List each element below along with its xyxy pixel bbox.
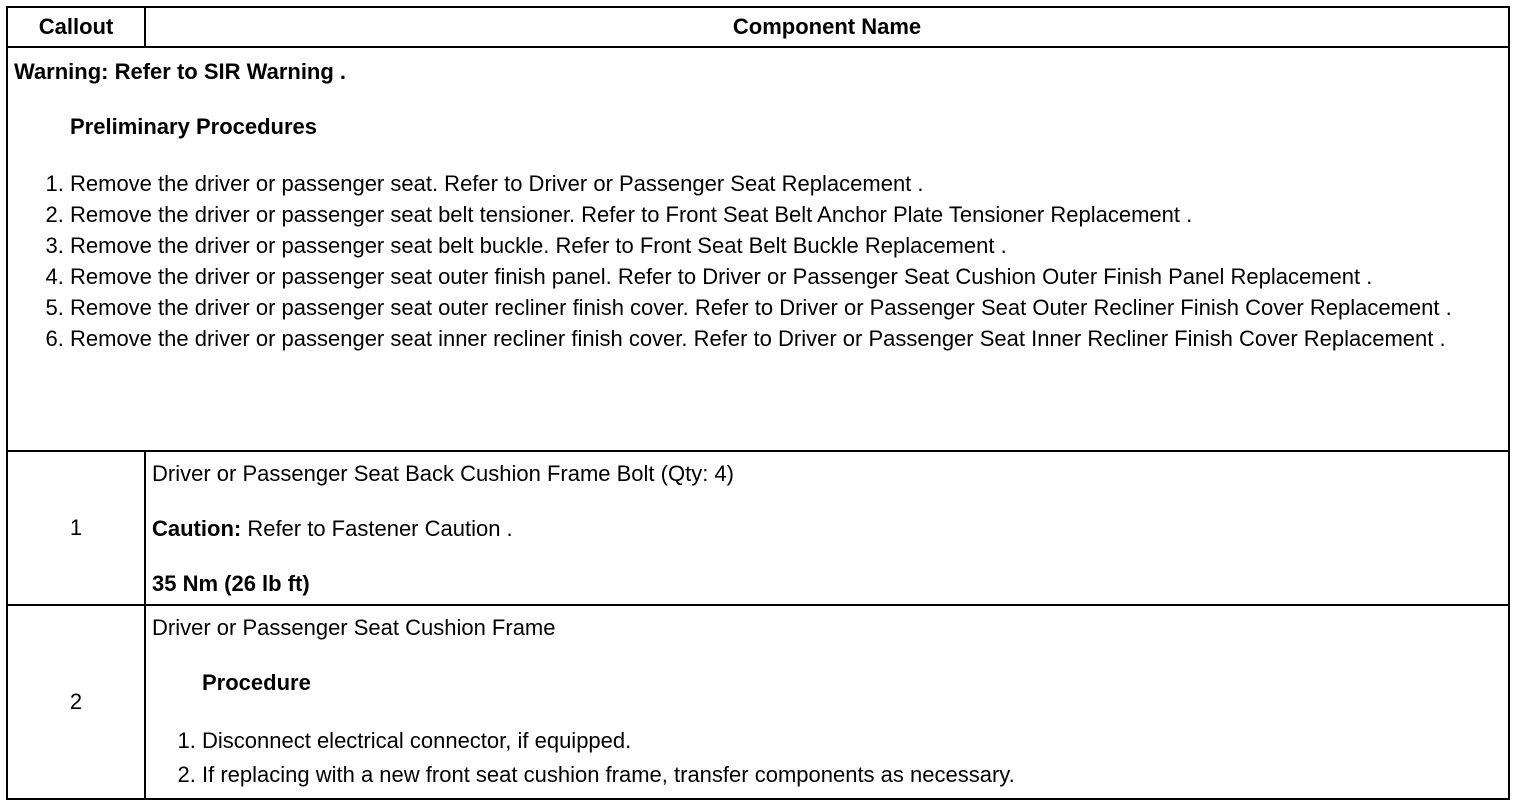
callout-number: 2 [7, 605, 145, 799]
warning-cell [7, 47, 1509, 451]
list-item: 2. Remove the driver or passenger seat belt tensioner. Refer to Front Seat Belt Anchor Plate Tensioner Replacement . [70, 199, 1502, 230]
procedure-title: Procedure [202, 670, 311, 695]
list-item: 5. Remove the driver or passenger seat outer recliner finish cover. Refer to Driver or Passenger Seat Outer Recliner Finish Cover Replacement . [70, 292, 1502, 323]
component-name: Driver or Passenger Seat Cushion Frame [152, 615, 556, 640]
caution-label: Caution: [152, 516, 242, 541]
warning-row [7, 47, 1509, 451]
table-row [7, 605, 1509, 799]
list-item: 3. Remove the driver or passenger seat belt buckle. Refer to Front Seat Belt Buckle Replacement . [70, 230, 1502, 261]
list-item: 2. If replacing with a new front seat cushion frame, transfer components as necessary. [202, 758, 1502, 792]
component-name: Driver or Passenger Seat Back Cushion Frame Bolt (Qty: 4) [152, 461, 734, 486]
component-name-header: Component Name [145, 7, 1509, 47]
warning-title: Warning: Refer to SIR Warning . [14, 59, 347, 84]
list-item: 1. Disconnect electrical connector, if equipped. [202, 724, 1502, 758]
component-cell [145, 605, 1509, 799]
table-row [7, 451, 1509, 605]
component-cell [145, 451, 1509, 605]
procedure-steps-list [152, 724, 1502, 792]
caution-text: Refer to Fastener Caution . [241, 516, 513, 541]
list-item: 6. Remove the driver or passenger seat inner recliner finish cover. Refer to Driver or Passenger Seat Inner Recliner Finish Cover Replacement . [70, 323, 1502, 354]
caution-line [152, 515, 1502, 543]
list-item: 1. Remove the driver or passenger seat. Refer to Driver or Passenger Seat Replacement . [70, 168, 1502, 199]
header-row [7, 7, 1509, 47]
component-table [6, 6, 1510, 800]
preliminary-procedures-title: Preliminary Procedures [70, 114, 318, 139]
callout-header: Callout [7, 7, 145, 47]
list-item: 4. Remove the driver or passenger seat outer finish panel. Refer to Driver or Passenger Seat Cushion Outer Finish Panel Replacement . [70, 261, 1502, 292]
preliminary-steps-list [14, 168, 1502, 354]
torque-spec: 35 Nm (26 lb ft) [152, 571, 310, 596]
callout-number: 1 [7, 451, 145, 605]
